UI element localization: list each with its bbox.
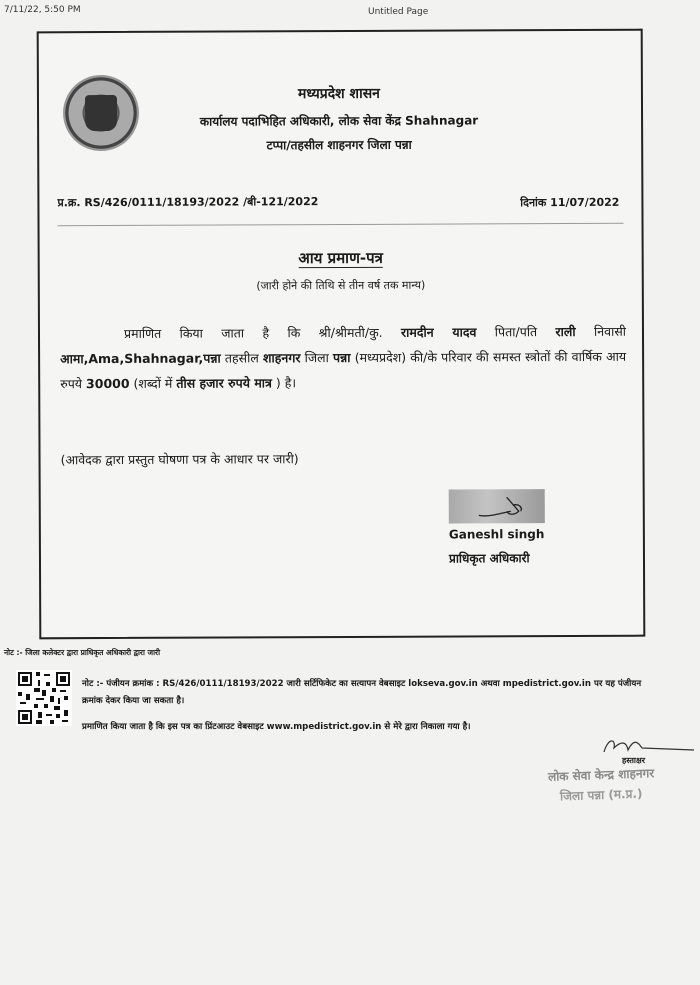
signatory-name: Ganeshl singh (448, 527, 545, 542)
issue-date: दिनांक 11/07/2022 (520, 195, 620, 210)
government-seal-icon (63, 75, 139, 151)
footer-note-printout: प्रमाणित किया जाता है कि इस पत्र का प्रिंटआउट वेबसाइट www.mpedistrict.gov.in से मेरे द्वारा निकाला गया है। (82, 722, 471, 732)
certificate-frame (37, 29, 646, 640)
reference-number: प्र.क्र. RS/426/0111/18193/2022 /बी-121/2022 (57, 195, 319, 210)
print-datetime: 7/11/22, 5:50 PM (4, 5, 81, 15)
qr-code-icon (16, 670, 72, 726)
signatory-designation: प्राधिकृत अधिकारी (448, 551, 530, 566)
income-amount-words: तीस हजार रुपये मात्र (176, 375, 272, 391)
certificate-title: आय प्रमाण-पत्र (298, 248, 383, 268)
digital-signature-image (449, 489, 545, 523)
office-stamp-line2: जिला पन्ना (म.प्र.) (559, 786, 643, 804)
signature-label: हस्ताक्षर (622, 756, 645, 765)
declaration-note: (आवेदक द्वारा प्रस्तुत घोषणा पत्र के आधार पर जारी) (60, 451, 299, 468)
office-stamp-line1: लोक सेवा केन्द्र शाहनगर (547, 766, 655, 784)
father-name: राली (555, 323, 576, 340)
validity-note: (जारी होने की तिथि से तीन वर्ष तक मान्य) (256, 278, 426, 293)
header-tehsil: टप्पा/तहसील शाहनगर जिला पन्ना (266, 137, 412, 153)
tehsil: शाहनगर (262, 350, 301, 366)
print-page-title: Untitled Page (368, 7, 429, 17)
applicant-name: रामदीन यादव (400, 324, 477, 340)
divider (58, 223, 624, 226)
footer-note-issuer: नोट :- जिला कलेक्टर द्वारा प्राधिकृत अधिकारी द्वारा जारी (4, 648, 161, 657)
handwritten-signature (598, 732, 698, 758)
district: पन्ना (333, 349, 351, 366)
certificate-body: प्रमाणित किया जाता है कि श्री/श्रीमती/कु. रामदीन यादव पिता/पति राली निवासी आमा,Ama,Shahnagar,पन्ना तहसील शाहनगर जिला पन्ना (मध्यप्रदेश) की/के परिवार की समस्त स्त्रोतों की वार्षिक आय रुपये 30000 (शब्दों में तीस हजार रुपये मात्र ) है। (60, 323, 627, 392)
income-amount: 30000 (85, 375, 130, 392)
footer-note-verification: नोट :- पंजीयन क्रमांक : RS/426/0111/18193/2022 जारी सर्टिफिकेट का सत्यापन वेबसाइट lokseva.gov.in अथवा mpedistrict.gov.in पर यह पंजीयन क्रमांक देकर किया जा सकता है। (82, 679, 642, 706)
header-government: मध्यप्रदेश शासन (297, 85, 380, 103)
address: आमा,Ama,Shahnagar,पन्ना (60, 350, 221, 367)
header-office: कार्यालय पदाभिहित अधिकारी, लोक सेवा केंद्र Shahnagar (199, 113, 479, 129)
